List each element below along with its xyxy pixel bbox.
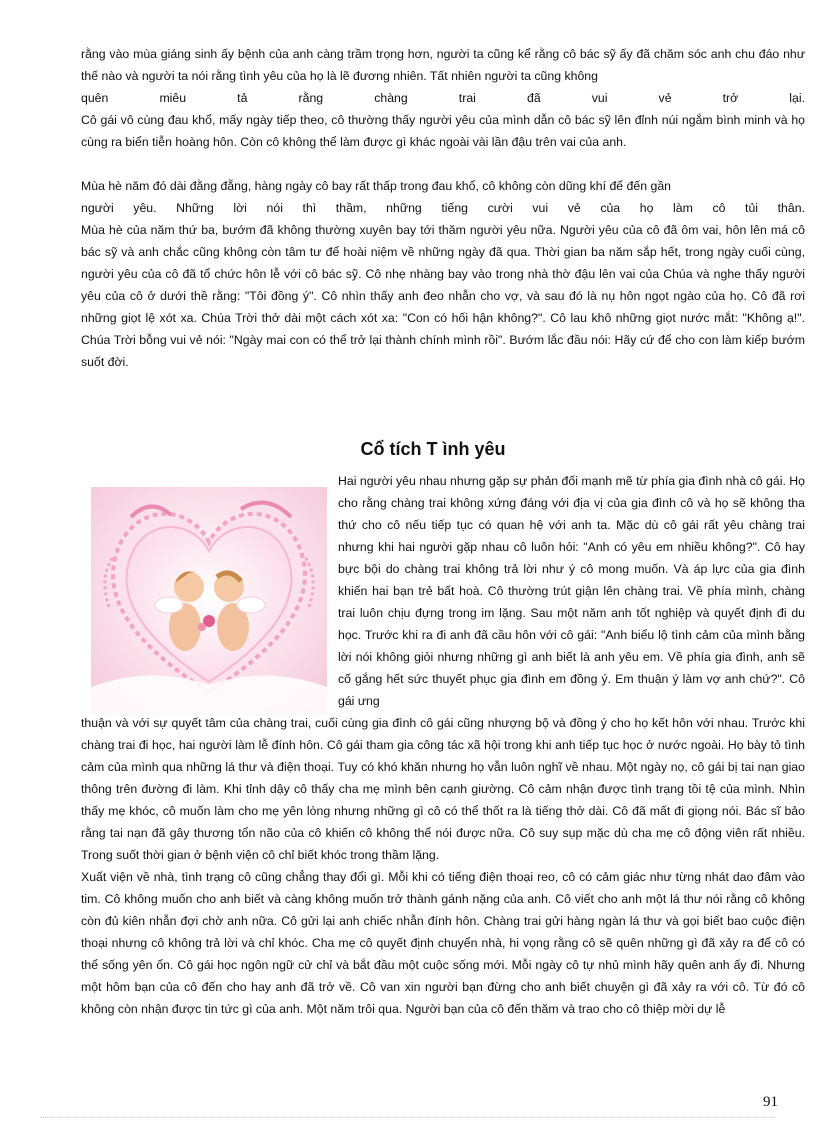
paragraph-christmas: rằng vào mùa giáng sinh ấy bệnh của anh càng trầm trọng hơn, người ta cũng kể rằng cô bác sỹ ấy đã chăm sóc anh chu đáo như thế nào và người ta nói rằng tình yêu của họ là lẽ đương nhiên. Tất nhiên người ta cũng không bbox=[81, 47, 805, 83]
cupids-heart-illustration bbox=[91, 487, 327, 715]
paragraph-sorrow: Cô gái vô cùng đau khổ, mấy ngày tiếp theo, cô thường thấy người yêu của mình dẫn cô bác sỹ lên đỉnh núi ngắm bình minh và họ cùng ra biển tiễn hoàng hôn. Còn cô không thể làm được gì khác ngoài vài lần đậu trên vai của anh. bbox=[81, 113, 805, 149]
footer-divider bbox=[40, 1117, 776, 1118]
paragraph-third-year: Mùa hè của năm thứ ba, bướm đã không thường xuyên bay tới thăm người yêu nữa. Người yêu của cô đã ôm vai, hôn lên má cô bác sỹ và anh chắc cũng không còn tâm tư để hoài niệm về những ngày đã qua. Thời gian ba năm sắp hết, trong ngày cuối cùng, người yêu của cô đã tổ chức hôn lễ với cô bác sỹ. Cô nhẹ nhàng bay vào trong nhà thờ đậu lên vai của Chúa và nghe thấy người yêu của cô ở dưới thề rằng: "Tôi đồng ý". Cô nhìn thấy anh đeo nhẫn cho vợ, và sau đó là nụ hôn ngọt ngào của họ. Cô đã rơi những giọt lệ xót xa. Chúa Trời thở dài một cách xót xa: "Con có hối hận không?". Cô lau khô những giọt nước mắt: "Không ạ!". Chúa Trời bỗng vui vẻ nói: "Ngày mai con có thể trở lại thành chính mình rồi". Bướm lắc đầu nói: Hãy cứ để cho con làm kiếp bướm suốt đời. bbox=[81, 223, 805, 369]
paragraph-summer-line: người yêu. Những lời nói thì thầm, những tiếng cười vui vẻ của họ làm cô tủi thân. bbox=[81, 201, 805, 215]
story-paragraph-after-hospital: Xuất viện về nhà, tình trạng cô cũng chẳng thay đổi gì. Mỗi khi có tiếng điện thoại reo, cô có cảm giác như từng nhát dao đâm vào tim. Cô không muốn cho anh biết và càng không muốn trở thành gánh nặng của anh. Cô viết cho anh một lá thư nói rằng cô không còn đủ kiên nhẫn đợi chờ anh nữa. Cô gửi lại anh chiếc nhẫn đính hôn. Chàng trai gửi hàng ngàn lá thư và gọi biết bao cuộc điện thoại nhưng cô không trả lời và chỉ khóc. Cha mẹ cô quyết định chuyển nhà, hi vọng rằng cô sẽ quên những gì đã xảy ra để cô có thể sống yên ổn. Cô gái học ngôn ngữ cử chỉ và bắt đầu một cuộc sống mới. Mỗi ngày cô tự nhủ mình hãy quên anh ấy đi. Nhưng một hôm bạn của cô đến cho hay anh đã trở về. Cô van xin người bạn đừng cho anh biết chuyện gì đã xảy ra với cô. Từ đó cô không còn nhận được tin tức gì của anh. Một năm trôi qua. Người bạn của cô đến thăm và trao cho cô thiệp mời dự lễ bbox=[81, 870, 805, 1016]
cupids-heart-icon bbox=[91, 487, 327, 715]
paragraph-summer-start: Mùa hè năm đó dài đằng đẵng, hàng ngày cô bay rất thấp trong đau khổ, cô không còn dũng khí để đến gần bbox=[81, 179, 672, 193]
paragraph-christmas-end: quên miêu tả rằng chàng trai đã vui vẻ trở lại. bbox=[81, 91, 805, 105]
page-number: 91 bbox=[763, 1094, 778, 1110]
story-paragraph-beside-image: Hai người yêu nhau nhưng gặp sự phản đối mạnh mẽ từ phía gia đình nhà cô gái. Họ cho rằng chàng trai không xứng đáng với địa vị của gia đình cô và họ sẽ không tha thứ cho cô nếu tiếp tục có quan hệ với anh ta. Mặc dù cô gái rất yêu chàng trai nhưng khi hai người gặp nhau cô luôn hỏi: "Anh có yêu em nhiều không?". Cô hay bực bội do chàng trai không trả lời như ý cô mong muốn. Và áp lực của gia đình khiến hai bạn trẻ bất hoà. Cô thường trút giận lên chàng trai. Về phía mình, chàng trai luôn chịu đựng trong im lặng. Sau một năm anh tốt nghiệp và quyết định đi du học. Trước khi ra đi anh đã cầu hôn với cô gái: "Anh biểu lộ tình cảm của mình bằng lời nói không giỏi nhưng những gì anh biết là anh yêu em. Về phía gia đình, anh sẽ cố gắng hết sức thuyết phục gia đình em đồng ý. Em thuận ý làm vợ anh chứ?". Cô gái ưng bbox=[338, 474, 805, 708]
story-paragraph-hospital: thuận và với sự quyết tâm của chàng trai, cuối cùng gia đình cô gái cũng nhượng bộ và đồng ý cho họ kết hôn với nhau. Trước khi chàng trai đi học, hai người làm lễ đính hôn. Cô gái tham gia công tác xã hội trong khi anh tiếp tục học ở nước ngoài. Họ bày tỏ tình cảm của mình qua những lá thư và điện thoại. Tuy có khó khăn nhưng họ vẫn luôn nghĩ về nhau. Một ngày nọ, cô gái bị tai nạn giao thông trên đường đi làm. Khi tỉnh dậy cô thấy cha mẹ mình bên cạnh giường. Cô cảm nhận được tình trạng tồi tệ của mình. Nhìn thấy mẹ khóc, cô muốn làm cho mẹ yên lòng nhưng những gì cô có thể thốt ra là tiếng thở dài. Cô đã mất đi giọng nói. Bác sĩ bảo rằng tai nạn đã gây thương tổn não của cô khiến cô không thể nói được nữa. Cô suy sụp mặc dù cha mẹ cô động viên rất nhiều. Trong suốt thời gian ở bệnh viện cô chỉ biết khóc trong thầm lặng. bbox=[81, 716, 805, 862]
story-title: Cổ tích T ình yêu bbox=[360, 439, 506, 460]
